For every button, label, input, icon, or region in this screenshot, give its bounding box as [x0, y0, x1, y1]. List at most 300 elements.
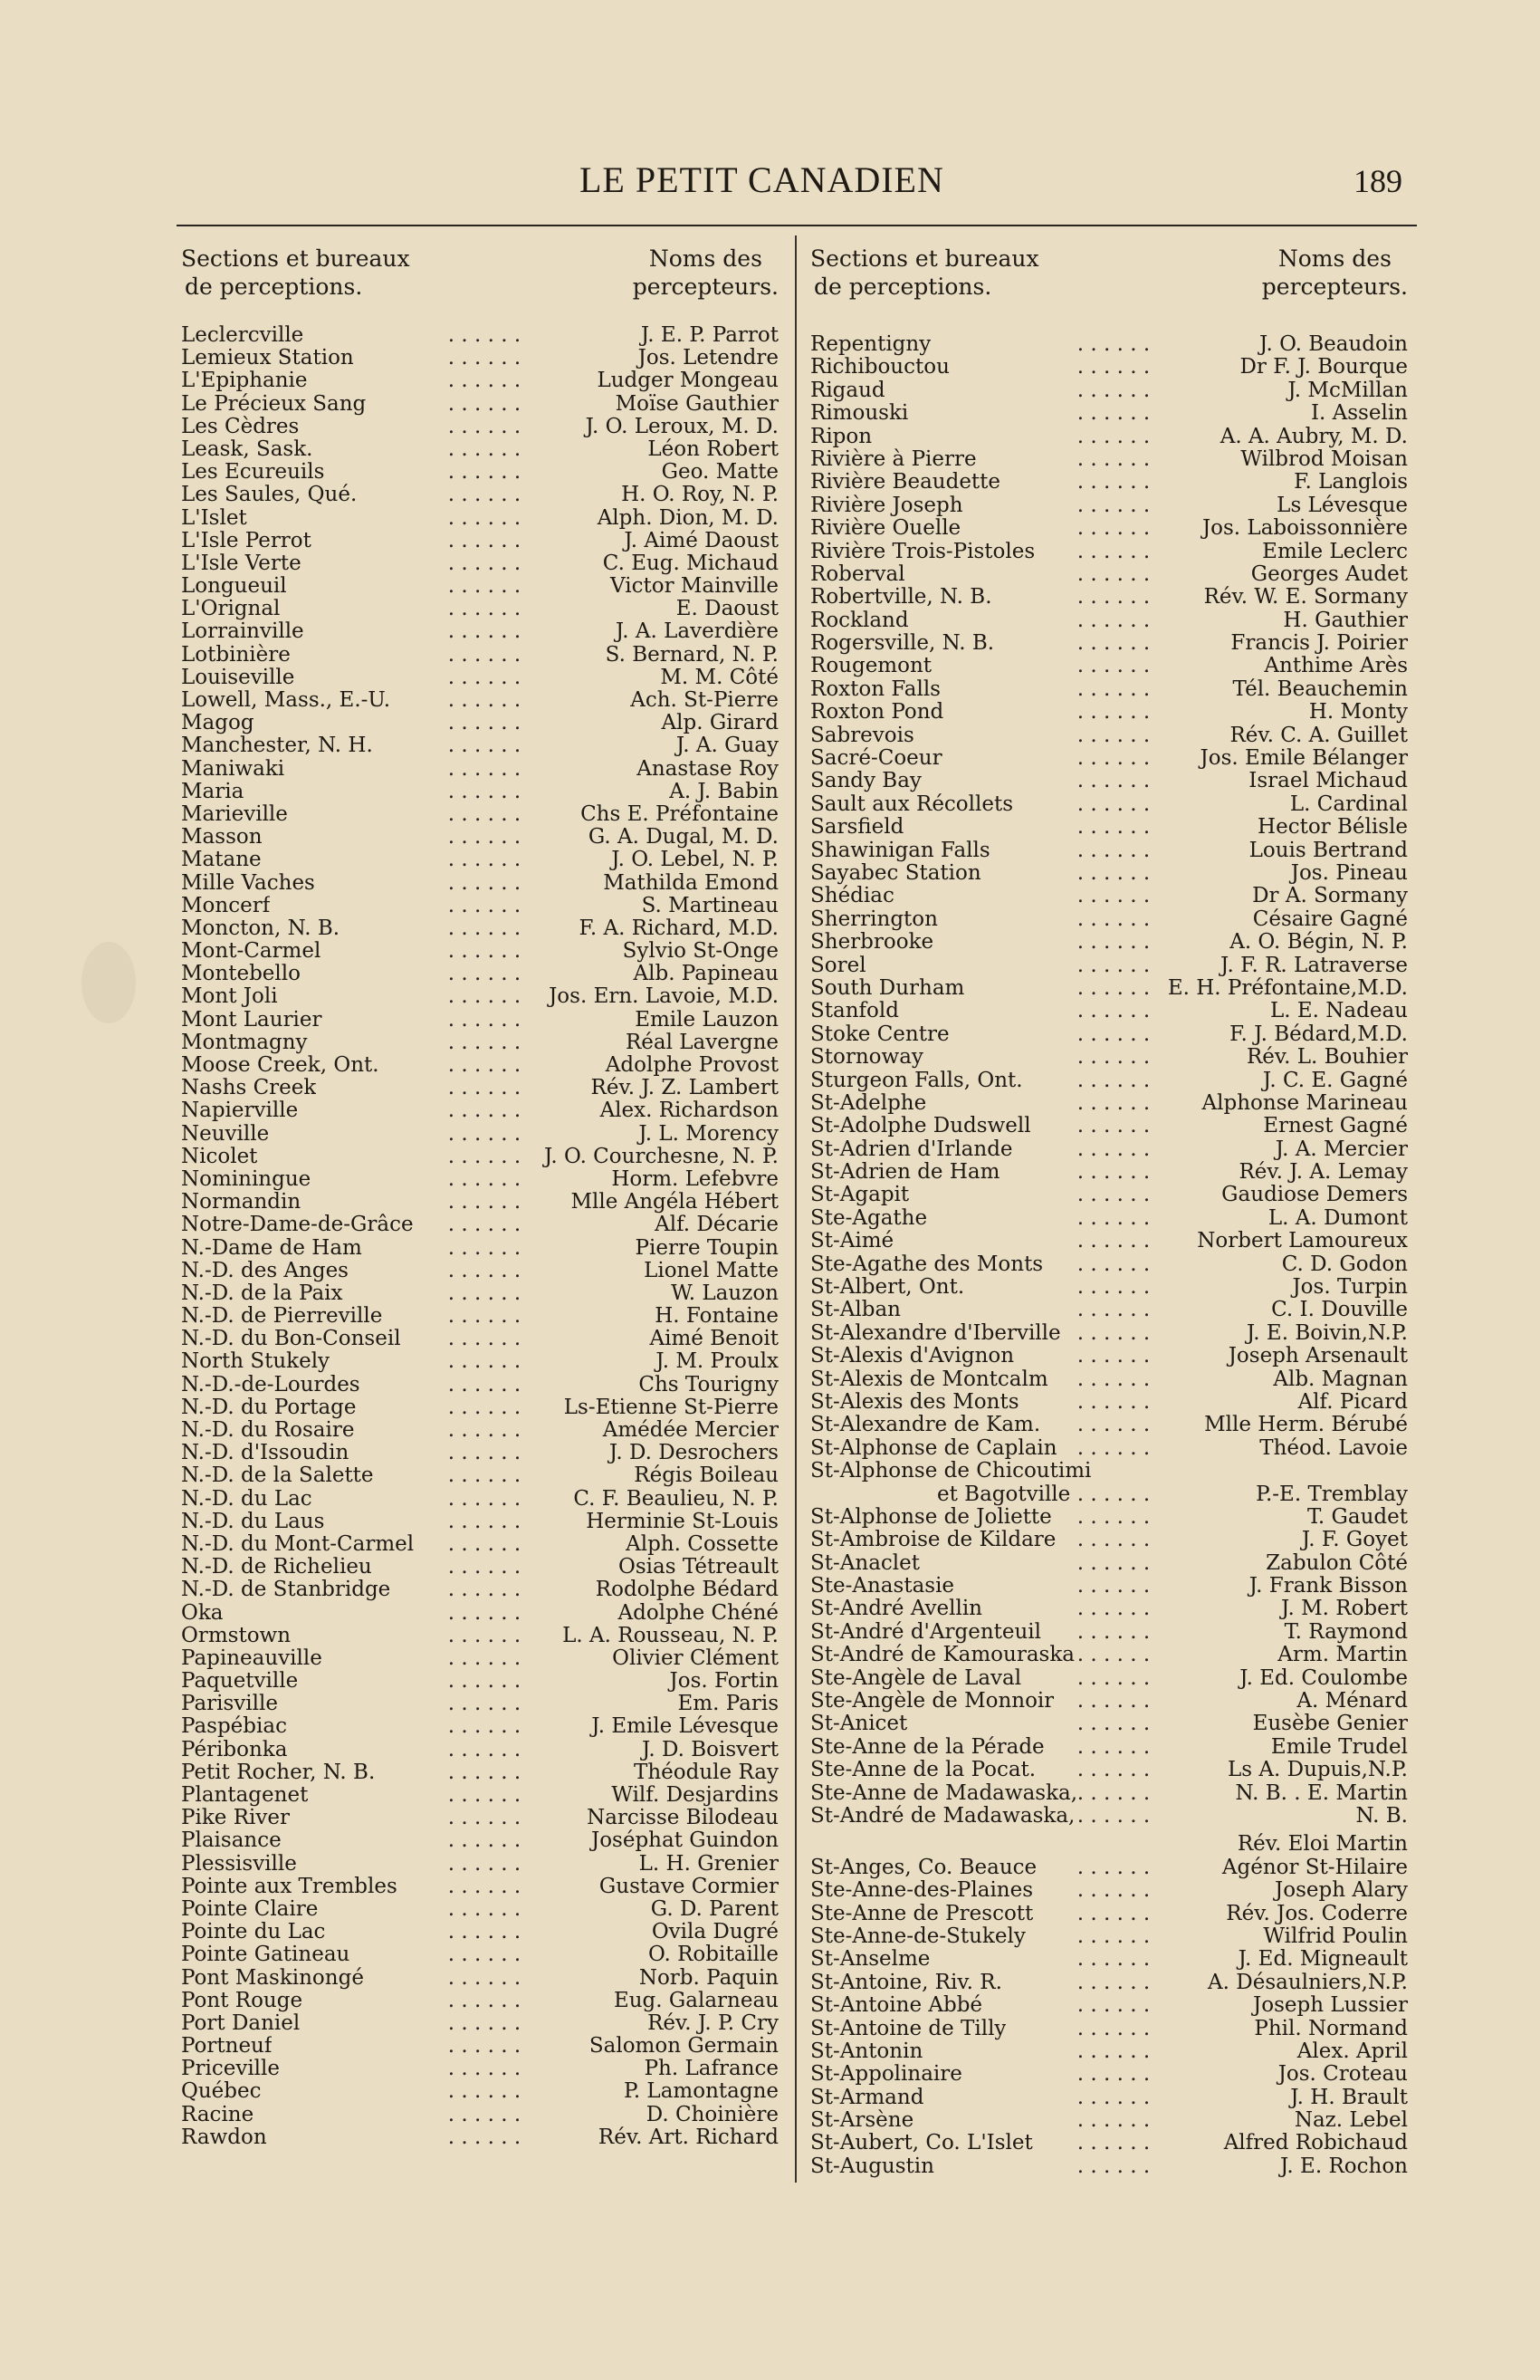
- section-name: Priceville: [181, 2058, 280, 2081]
- directory-entry: [181, 1032, 788, 1054]
- section-name: Magog: [181, 712, 254, 735]
- leader-dots: . . . . . .: [447, 801, 521, 826]
- leader-dots: . . . . . .: [1076, 953, 1151, 977]
- directory-entry: [810, 586, 1417, 609]
- leader-dots: . . . . . .: [1076, 1320, 1151, 1345]
- leader-dots: . . . . . .: [447, 1646, 521, 1670]
- section-name: Richibouctou: [810, 356, 950, 379]
- collector-name: Francis J. Poirier: [1227, 632, 1408, 655]
- collector-name: Wilbrod Moisan: [1237, 448, 1408, 471]
- directory-entry: [810, 1414, 1417, 1436]
- leader-dots: . . . . . .: [1076, 654, 1151, 678]
- directory-entry: [181, 781, 788, 803]
- leader-dots: . . . . . .: [447, 2057, 521, 2081]
- directory-entry: [810, 885, 1417, 907]
- leader-dots: . . . . . .: [447, 825, 521, 849]
- directory-entry: [810, 1529, 1417, 1551]
- collector-name: J. O. Lebel, N. P.: [607, 849, 779, 871]
- directory-entry: [810, 2087, 1417, 2109]
- collector-name: Gaudiose Demers: [1218, 1184, 1408, 1206]
- directory-entry: [810, 1667, 1417, 1690]
- directory-entry: [810, 1138, 1417, 1161]
- collector-name: J. M. Robert: [1277, 1598, 1408, 1620]
- section-name: North Stukely: [181, 1350, 330, 1374]
- collector-name: J. D. Desrochers: [606, 1442, 779, 1464]
- directory-entry: [810, 517, 1417, 540]
- collector-name: Joseph Alary: [1271, 1879, 1408, 1902]
- right-column-heading: [810, 245, 1417, 308]
- leader-dots: . . . . . .: [1076, 1413, 1151, 1437]
- section-name: St-Alexis de Montcalm: [810, 1368, 1048, 1391]
- leader-dots: . . . . . .: [447, 1464, 521, 1488]
- leader-dots: . . . . . .: [1076, 1137, 1151, 1161]
- directory-entry: [810, 1644, 1417, 1666]
- leader-dots: . . . . . .: [447, 734, 521, 758]
- section-name: N.-D. du Portage: [181, 1396, 357, 1419]
- leader-dots: . . . . . .: [1076, 1114, 1151, 1138]
- collector-name: J. A. Laverdière: [612, 620, 779, 643]
- collector-name: Ludger Mongeau: [593, 369, 779, 392]
- leader-dots: . . . . . .: [447, 1965, 521, 1990]
- section-name: Ste-Angèle de Monnoir: [810, 1690, 1055, 1713]
- collector-name: Ach. St-Pierre: [627, 689, 779, 712]
- collector-name: Emile Lauzon: [631, 1009, 779, 1032]
- leader-dots: . . . . . .: [447, 1737, 521, 1761]
- section-name: Sault aux Récollets: [810, 792, 1014, 816]
- leader-dots: . . . . . .: [447, 1076, 521, 1100]
- collector-name: Alph. Cossette: [622, 1533, 779, 1556]
- leader-dots: . . . . . .: [1076, 2154, 1151, 2178]
- section-name: Petit Rocher, N. B.: [181, 1761, 376, 1784]
- section-name: N.-D. d'Issoudin: [181, 1442, 349, 1465]
- directory-entry: [810, 1972, 1417, 1994]
- directory-entry: [181, 461, 788, 484]
- section-name: St-Augustin: [810, 2154, 934, 2178]
- leader-dots: . . . . . .: [447, 1783, 521, 1807]
- section-name: Masson: [181, 826, 263, 849]
- leader-dots: . . . . . .: [1076, 1689, 1151, 1713]
- collector-name: S. Bernard, N. P.: [602, 644, 779, 667]
- directory-entry: [181, 1396, 788, 1419]
- leader-dots: . . . . . .: [1076, 631, 1151, 656]
- leader-dots: . . . . . .: [447, 414, 521, 438]
- section-name: Les Ecureuils: [181, 461, 325, 485]
- section-name: Rivière Beaudette: [810, 471, 1001, 494]
- collector-name: J. Ed. Migneault: [1235, 1948, 1408, 1971]
- header-rule: [177, 225, 1417, 226]
- section-name: Stoke Centre: [810, 1022, 950, 1046]
- collector-name: Horm. Lefebvre: [607, 1168, 779, 1191]
- leader-dots: . . . . . .: [447, 460, 521, 485]
- leader-dots: . . . . . .: [1076, 539, 1151, 563]
- left-column-heading: [181, 245, 788, 308]
- section-name: St-Alexandre d'Iberville: [810, 1321, 1061, 1345]
- directory-entry: [181, 393, 788, 416]
- leader-dots: . . . . . .: [447, 1623, 521, 1647]
- leader-dots: . . . . . .: [447, 1213, 521, 1237]
- directory-entry: [810, 1736, 1417, 1759]
- directory-entry: [181, 1829, 788, 1852]
- directory-entry: [181, 1784, 788, 1807]
- directory-entry: [181, 1761, 788, 1784]
- collector-name: Alphonse Marineau: [1199, 1092, 1408, 1115]
- collector-name: C. F. Beaulieu, N. P.: [569, 1488, 779, 1511]
- directory-entry: [181, 2035, 788, 2058]
- section-name: Nashs Creek: [181, 1077, 317, 1100]
- leader-dots: . . . . . .: [447, 1372, 521, 1396]
- directory-entry: [810, 1437, 1417, 1460]
- directory-entry: [181, 2104, 788, 2126]
- section-name: St-Adrien d'Irlande: [810, 1137, 1013, 1161]
- section-name: Roxton Pond: [810, 701, 944, 725]
- collector-name: C. D. Godon: [1278, 1253, 1408, 1276]
- collector-name: S. Martineau: [638, 895, 779, 917]
- section-name: Leclercville: [181, 324, 304, 347]
- leader-dots: . . . . . .: [447, 1304, 521, 1329]
- leader-dots: . . . . . .: [1076, 561, 1151, 586]
- leader-dots: . . . . . .: [447, 1760, 521, 1784]
- directory-entry: [810, 1506, 1417, 1529]
- collector-name: L. A. Dumont: [1265, 1207, 1408, 1230]
- directory-entry: [810, 1690, 1417, 1713]
- leader-dots: . . . . . .: [1076, 1924, 1151, 1948]
- directory-entry: [181, 2080, 788, 2103]
- leader-dots: . . . . . .: [447, 642, 521, 667]
- collector-name: H. O. Roy, N. P.: [617, 484, 779, 506]
- collector-name: A. A. Aubry, M. D.: [1217, 426, 1408, 448]
- section-name: Ste-Anne-de-Stukely: [810, 1924, 1026, 1948]
- collector-name: Osias Tétreault: [615, 1556, 779, 1579]
- section-name: Paquetville: [181, 1670, 299, 1694]
- directory-entry: [181, 347, 788, 369]
- directory-entry: [181, 1260, 788, 1282]
- section-name: L'Islet: [181, 506, 247, 530]
- collector-name: J. O. Courchesne, N. P.: [540, 1146, 779, 1168]
- collector-name: Alb. Papineau: [630, 963, 780, 985]
- collector-name: H. Monty: [1306, 701, 1408, 724]
- collector-name: J. E. P. Parrot: [637, 324, 779, 347]
- leader-dots: . . . . . .: [1076, 1344, 1151, 1368]
- section-name: N.-D. du Mont-Carmel: [181, 1532, 415, 1556]
- section-name: Sacré-Coeur: [810, 747, 942, 771]
- paper-stain: [81, 942, 136, 1023]
- collector-name: J. McMillan: [1284, 379, 1408, 402]
- section-name: St-Alphonse de Joliette: [810, 1505, 1052, 1529]
- directory-entry: [181, 963, 788, 985]
- directory-entry: [181, 1556, 788, 1579]
- collector-name: Chs Tourigny: [635, 1374, 779, 1396]
- directory-entry: [810, 1207, 1417, 1230]
- section-name: N.-D. de Pierreville: [181, 1305, 383, 1329]
- directory-entry: [181, 1191, 788, 1214]
- directory-entry: [810, 908, 1417, 931]
- collector-name: Anthime Arès: [1260, 655, 1408, 677]
- section-name: Shawinigan Falls: [810, 839, 990, 862]
- collector-name: Rév. J. P. Cry: [644, 2012, 779, 2035]
- directory-entry: [181, 438, 788, 461]
- collector-name: O. Robitaille: [645, 1943, 779, 1966]
- directory-entry: [181, 1533, 788, 1556]
- collector-name: E. H. Préfontaine,M.D.: [1164, 977, 1408, 1000]
- section-name: Pont Rouge: [181, 1989, 303, 2012]
- collector-name: Réal Lavergne: [622, 1032, 779, 1054]
- collector-name: L. A. Rousseau, N. P.: [559, 1625, 779, 1647]
- collector-name: Alb. Magnan: [1269, 1368, 1408, 1391]
- leader-dots: . . . . . .: [447, 346, 521, 370]
- leader-dots: . . . . . .: [447, 1349, 521, 1374]
- directory-entry: [810, 333, 1417, 356]
- leader-dots: . . . . . .: [447, 1578, 521, 1602]
- collector-name: Georges Audet: [1248, 563, 1408, 586]
- section-name: Ripon: [810, 425, 873, 448]
- collector-name: Adolphe Provost: [602, 1054, 779, 1077]
- section-name: Rougemont: [810, 655, 933, 678]
- directory-entry: [181, 530, 788, 552]
- collector-name: Jos. Emile Bélanger: [1197, 747, 1408, 770]
- section-name: St-André de Kamouraska: [810, 1644, 1076, 1667]
- collector-name: Rév. Jos. Coderre: [1222, 1903, 1408, 1925]
- collector-name: Mlle Angéla Hébert: [567, 1191, 779, 1214]
- leader-dots: . . . . . .: [1076, 1482, 1151, 1506]
- directory-entry: [181, 1807, 788, 1829]
- collector-name: Zabulon Côté: [1262, 1552, 1408, 1575]
- leader-dots: . . . . . .: [1076, 1643, 1151, 1667]
- leader-dots: . . . . . .: [1076, 1712, 1151, 1736]
- directory-entry: [810, 609, 1417, 632]
- collector-name: Jos. Turpin: [1288, 1276, 1408, 1299]
- section-name: Mont Laurier: [181, 1008, 322, 1032]
- section-name: N.-Dame de Ham: [181, 1236, 362, 1260]
- heading-sections: Sections et bureaux de perceptions.: [810, 245, 1039, 300]
- collector-name: Israel Michaud: [1245, 770, 1408, 792]
- section-name: N.-D. du Laus: [181, 1510, 325, 1533]
- leader-dots: . . . . . .: [447, 1235, 521, 1260]
- directory-entry: [181, 1876, 788, 1898]
- leader-dots: . . . . . .: [447, 1327, 521, 1351]
- directory-entry: [810, 1322, 1417, 1345]
- leader-dots: . . . . . .: [1076, 746, 1151, 771]
- collector-name: A. Désaulniers,N.P.: [1204, 1972, 1408, 1994]
- leader-dots: . . . . . .: [1076, 608, 1151, 632]
- collector-name: Alp. Girard: [658, 712, 779, 734]
- collector-name: Ls A. Dupuis,N.P.: [1224, 1759, 1408, 1781]
- directory-entry: [810, 2063, 1417, 2086]
- section-name: St-Alphonse de Chicoutimi: [810, 1460, 1092, 1483]
- section-name: St-Aubert, Co. L'Islet: [810, 2132, 1033, 2155]
- directory-entry: [181, 1511, 788, 1533]
- directory-entry: [810, 770, 1417, 792]
- section-name: Leask, Sask.: [181, 437, 313, 461]
- leader-dots: . . . . . .: [447, 1418, 521, 1442]
- directory-entry: [810, 1552, 1417, 1575]
- section-name: Le Précieux Sang: [181, 392, 367, 416]
- heading-collectors: Noms des percepteurs.: [632, 245, 779, 300]
- leader-dots: . . . . . .: [1076, 2108, 1151, 2133]
- collector-name: J. Ed. Coulombe: [1236, 1667, 1408, 1690]
- collector-name: G. D. Parent: [647, 1898, 779, 1921]
- section-name: N.-D. du Lac: [181, 1487, 312, 1511]
- section-name: Stanfold: [810, 1000, 899, 1023]
- collector-name: Chs E. Préfontaine: [577, 803, 779, 826]
- collector-name: Rév. W. E. Sormany: [1200, 586, 1408, 609]
- directory-entry: [810, 1994, 1417, 2017]
- collector-name: Ph. Lafrance: [641, 2058, 779, 2080]
- directory-entry: [181, 369, 788, 392]
- directory-entry: [810, 1092, 1417, 1115]
- section-name: Maniwaki: [181, 757, 285, 781]
- directory-entry: [810, 1857, 1417, 1879]
- collector-name: C. Eug. Michaud: [599, 552, 779, 575]
- section-name: Neuville: [181, 1122, 270, 1146]
- section-name: Parisville: [181, 1693, 278, 1716]
- leader-dots: . . . . . .: [1076, 723, 1151, 747]
- leader-dots: . . . . . .: [1076, 378, 1151, 402]
- directory-entry: [181, 1374, 788, 1396]
- leader-dots: . . . . . .: [1076, 769, 1151, 793]
- collector-name: Emile Trudel: [1267, 1736, 1408, 1759]
- collector-name: Gustave Cormier: [596, 1876, 779, 1898]
- directory-entry: [181, 2058, 788, 2080]
- section-name: St-Adrien de Ham: [810, 1161, 1000, 1185]
- leader-dots: . . . . . .: [447, 1555, 521, 1579]
- leader-dots: . . . . . .: [1076, 1022, 1151, 1046]
- directory-entry: [181, 2126, 788, 2149]
- directory-entry: [810, 1948, 1417, 1971]
- leader-dots: . . . . . .: [447, 870, 521, 895]
- collector-name: Geo. Matte: [658, 461, 779, 484]
- directory-entry: [181, 1168, 788, 1191]
- leader-dots: . . . . . .: [1076, 860, 1151, 885]
- leader-dots: . . . . . .: [1076, 1298, 1151, 1322]
- section-name: Mille Vaches: [181, 871, 315, 895]
- leader-dots: . . . . . .: [1076, 2062, 1151, 2087]
- leader-dots: . . . . . .: [1076, 999, 1151, 1023]
- leader-dots: . . . . . .: [1076, 1205, 1151, 1230]
- collector-name: J. A. Guay: [673, 734, 779, 757]
- collector-name: A. O. Bégin, N. P.: [1226, 931, 1408, 954]
- leader-dots: . . . . . .: [1076, 332, 1151, 356]
- leader-dots: . . . . . .: [447, 1144, 521, 1168]
- collector-name: F. A. Richard, M.D.: [576, 917, 779, 940]
- leader-dots: . . . . . .: [447, 688, 521, 712]
- directory-entry: [810, 379, 1417, 402]
- directory-entry: [181, 1602, 788, 1625]
- directory-entry: [810, 1046, 1417, 1069]
- directory-entry: [181, 620, 788, 643]
- section-name: Louiseville: [181, 666, 295, 689]
- directory-entry: [810, 725, 1417, 747]
- directory-entry: [181, 1350, 788, 1373]
- leader-dots: . . . . . .: [447, 323, 521, 347]
- section-name: Lorrainville: [181, 620, 304, 644]
- section-name: Plessisville: [181, 1852, 297, 1876]
- page-number: 189: [1353, 163, 1402, 199]
- collector-name: Lionel Matte: [640, 1260, 779, 1282]
- section-name: St-Alphonse de Caplain: [810, 1436, 1057, 1460]
- collector-name: Rodolphe Bédard: [592, 1579, 779, 1601]
- section-name: Pointe aux Trembles: [181, 1875, 397, 1898]
- leader-dots: . . . . . .: [1076, 1045, 1151, 1070]
- directory-entry: [810, 1345, 1417, 1368]
- collector-name: C. I. Douville: [1267, 1299, 1408, 1321]
- leader-dots: . . . . . .: [1076, 1901, 1151, 1925]
- section-name: Québec: [181, 2080, 262, 2104]
- collector-name: Narcisse Bilodeau: [583, 1807, 779, 1829]
- leader-dots: . . . . . .: [447, 2034, 521, 2059]
- directory-entry: [181, 734, 788, 757]
- section-name: Moncton, N. B.: [181, 916, 340, 940]
- section-name: Montebello: [181, 963, 301, 986]
- leader-dots: . . . . . .: [447, 1669, 521, 1694]
- collector-name: L. Cardinal: [1287, 793, 1408, 816]
- section-name: Sabrevois: [810, 724, 914, 747]
- collector-name: Pierre Toupin: [632, 1237, 779, 1260]
- leader-dots: . . . . . .: [1076, 2085, 1151, 2109]
- directory-entry: [810, 356, 1417, 379]
- collector-name: J. O. Beaudoin: [1256, 333, 1408, 356]
- directory-entry: [810, 1023, 1417, 1046]
- leader-dots: . . . . . .: [1076, 1947, 1151, 1972]
- collector-name: J. D. Boisvert: [638, 1739, 779, 1761]
- section-name: Ste-Angèle de Laval: [810, 1666, 1022, 1690]
- collector-name: J. Frank Bisson: [1246, 1575, 1408, 1598]
- collector-name: A. Ménard: [1293, 1690, 1408, 1713]
- leader-dots: . . . . . .: [447, 1190, 521, 1214]
- section-name: St-Anges, Co. Beauce: [810, 1856, 1038, 1879]
- directory-entry: [810, 1925, 1417, 1948]
- collector-name: Victor Mainville: [607, 575, 779, 598]
- collector-name: J. O. Leroux, M. D.: [582, 416, 779, 438]
- leader-dots: . . . . . .: [447, 391, 521, 416]
- section-name: N.-D. de Richelieu: [181, 1556, 372, 1579]
- collector-name: F. Langlois: [1290, 471, 1408, 494]
- collector-name: Rév. Art. Richard: [595, 2126, 779, 2149]
- directory-entry: [810, 655, 1417, 677]
- leader-dots: . . . . . .: [1076, 1229, 1151, 1253]
- collector-name: I. Asselin: [1307, 402, 1408, 425]
- leader-dots: . . . . . .: [447, 984, 521, 1009]
- section-name: Rivière Trois-Pistoles: [810, 540, 1036, 563]
- section-name: Montmagny: [181, 1031, 308, 1054]
- directory-entry: [181, 1488, 788, 1511]
- heading-sections: Sections et bureaux de perceptions.: [181, 245, 410, 300]
- directory-entry: [181, 324, 788, 347]
- directory-entry: [810, 1000, 1417, 1022]
- section-name: Normandin: [181, 1191, 301, 1214]
- section-name: L'Epiphanie: [181, 369, 308, 393]
- directory-entry: [810, 426, 1417, 448]
- directory-entry: [181, 1990, 788, 2012]
- leader-dots: . . . . . .: [447, 1053, 521, 1077]
- directory-entry: [810, 2040, 1417, 2063]
- directory-entry: [810, 448, 1417, 471]
- leader-dots: . . . . . .: [447, 437, 521, 461]
- section-name: Ste-Anastasie: [810, 1575, 955, 1598]
- directory-entry: [810, 2018, 1417, 2040]
- section-name: L'Orignal: [181, 598, 281, 621]
- leader-dots: . . . . . .: [447, 1258, 521, 1282]
- directory-entry: [181, 1054, 788, 1077]
- leader-dots: . . . . . .: [447, 1874, 521, 1898]
- leader-dots: . . . . . .: [447, 369, 521, 393]
- collector-name: Joseph Lussier: [1249, 1994, 1408, 2017]
- collector-name: Emile Leclerc: [1258, 541, 1408, 563]
- directory-entry: [810, 563, 1417, 586]
- collector-name: Anastase Roy: [633, 758, 779, 781]
- section-name: Robertville, N. B.: [810, 586, 992, 609]
- section-name: Les Cèdres: [181, 415, 300, 438]
- directory-entry: [181, 826, 788, 849]
